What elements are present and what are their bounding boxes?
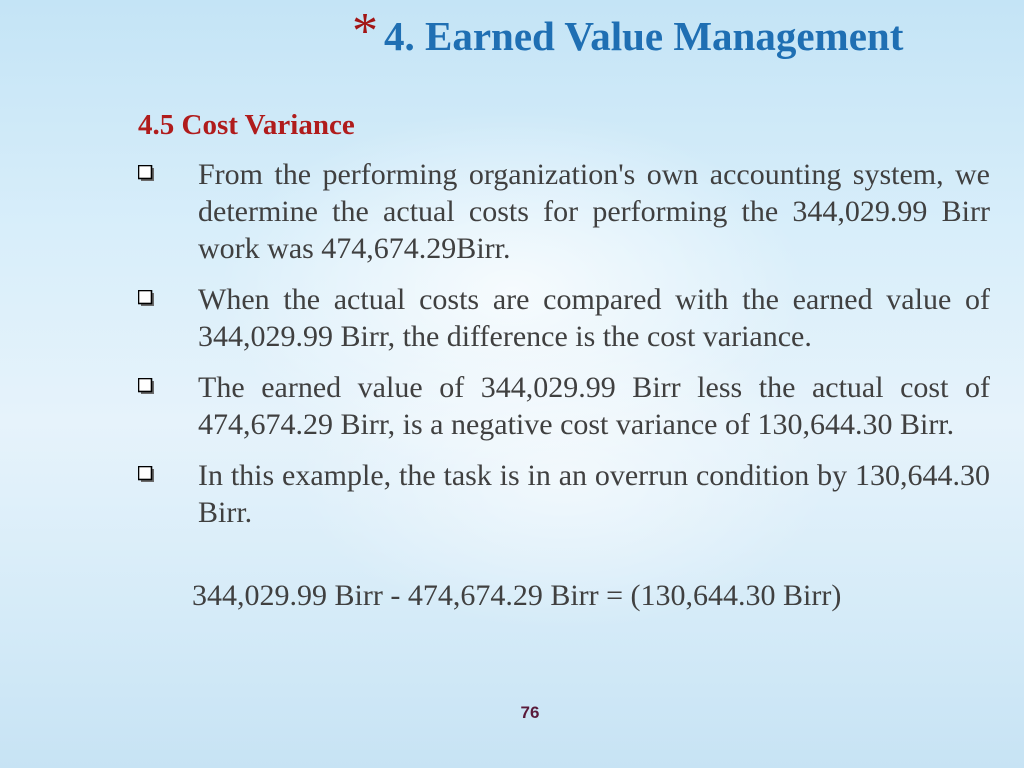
section-heading: 4.5 Cost Variance (138, 109, 355, 141)
bullet-item (138, 369, 990, 443)
bullet-text: From the performing organization's own accounting system, we determine the actual costs for performing the 344,029.99 Birr work was 474,674.29Birr. (198, 158, 990, 265)
title-asterisk: * (352, 3, 378, 60)
page-number: 76 (520, 703, 540, 722)
bullet-text: When the actual costs are compared with the earned value of 344,029.99 Birr, the difference is the cost variance. (198, 283, 990, 353)
bullet-item (138, 156, 990, 267)
bullet-item (138, 281, 990, 355)
hollow-square-bullet-icon (138, 466, 160, 482)
hollow-square-bullet-icon (138, 378, 160, 394)
hollow-square-bullet-icon (138, 165, 160, 181)
slide-title-row (352, 4, 903, 68)
bullet-text: The earned value of 344,029.99 Birr less the actual cost of 474,674.29 Birr, is a negative cost variance of 130,644.30 Birr. (198, 371, 990, 441)
hollow-square-bullet-icon (138, 290, 160, 306)
bullet-text: In this example, the task is in an overrun condition by 130,644.30 Birr. (198, 459, 990, 529)
slide-title: 4. Earned Value Management (384, 13, 904, 59)
bullet-list (138, 156, 990, 545)
cost-variance-formula: 344,029.99 Birr - 474,674.29 Birr = (130,644.30 Birr) (192, 579, 842, 612)
bullet-item (138, 457, 990, 531)
